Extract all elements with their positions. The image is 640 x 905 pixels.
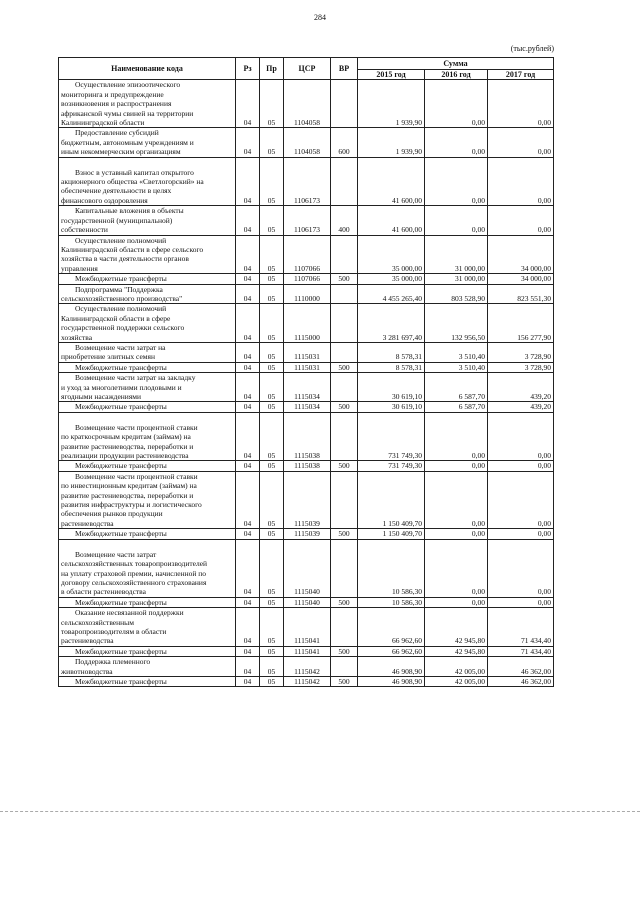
row-csr: 1115041 (284, 646, 331, 656)
row-sum-2015: 30 619,10 (358, 373, 425, 402)
row-spacer (61, 158, 233, 168)
row-name-line: сельскохозяйственного производства" (61, 293, 183, 303)
row-vr: 500 (331, 676, 358, 686)
header-2015: 2015 год (358, 70, 425, 80)
row-name-line: Калининградской области в сфере сельского (61, 244, 204, 254)
row-csr: 1115039 (284, 471, 331, 528)
header-sum: Сумма (358, 58, 554, 70)
row-sum-2017: 0,00 (488, 206, 554, 235)
row-name (59, 342, 236, 362)
row-name-line: по инвестиционным кредитам (займам) на (61, 481, 197, 491)
row-rz: 04 (236, 412, 260, 461)
row-vr (331, 471, 358, 528)
row-rz: 04 (236, 342, 260, 362)
row-name (59, 362, 236, 372)
row-pr: 05 (260, 362, 284, 372)
row-rz: 04 (236, 362, 260, 372)
row-name-line: Межбюджетные трансферты (75, 597, 167, 607)
row-rz: 04 (236, 461, 260, 471)
row-vr (331, 284, 358, 304)
row-vr (331, 235, 358, 274)
table-row (59, 284, 554, 304)
row-sum-2015: 10 586,30 (358, 597, 425, 607)
row-pr: 05 (260, 529, 284, 539)
row-pr: 05 (260, 676, 284, 686)
row-name-lines (61, 128, 233, 156)
budget-table (58, 57, 554, 687)
row-name-lines (61, 608, 233, 646)
table-row (59, 128, 554, 157)
row-name-line: Межбюджетные трансферты (75, 402, 167, 412)
row-name-line: Капитальные вложения в объекты (75, 206, 184, 216)
table-row (59, 529, 554, 539)
row-name-lines (61, 598, 233, 607)
row-name (59, 539, 236, 597)
row-name-line: хозяйства (61, 332, 93, 342)
row-name-lines (61, 304, 233, 342)
table-row (59, 676, 554, 686)
row-name (59, 529, 236, 539)
row-csr: 1115034 (284, 402, 331, 412)
row-csr: 1115031 (284, 342, 331, 362)
row-sum-2016: 0,00 (425, 529, 488, 539)
row-name-line: государственной (муниципальной) (61, 215, 173, 225)
header-rz: Рз (236, 58, 260, 80)
row-spacer (61, 413, 233, 423)
table-row (59, 80, 554, 128)
row-csr: 1115039 (284, 529, 331, 539)
row-name-lines (61, 236, 233, 274)
row-sum-2017: 46 362,00 (488, 657, 554, 677)
table-row (59, 342, 554, 362)
table-row (59, 657, 554, 677)
row-vr: 500 (331, 529, 358, 539)
row-sum-2016: 3 510,40 (425, 362, 488, 372)
row-sum-2015: 35 000,00 (358, 274, 425, 284)
row-sum-2016: 0,00 (425, 597, 488, 607)
row-csr: 1104058 (284, 128, 331, 157)
row-sum-2016: 31 000,00 (425, 235, 488, 274)
row-name-line: государственной поддержки сельского (61, 323, 185, 333)
row-vr (331, 539, 358, 597)
row-sum-2015: 30 619,10 (358, 402, 425, 412)
header-2016: 2016 год (425, 70, 488, 80)
row-name (59, 373, 236, 402)
row-vr: 500 (331, 597, 358, 607)
row-name-lines (61, 647, 233, 656)
row-name-lines (61, 472, 233, 528)
row-vr: 500 (331, 402, 358, 412)
row-vr (331, 342, 358, 362)
row-vr: 400 (331, 206, 358, 235)
row-csr: 1115034 (284, 373, 331, 402)
row-sum-2017: 0,00 (488, 128, 554, 157)
row-name-line: Оказание несвязанной поддержки (75, 608, 184, 618)
row-csr: 1107066 (284, 235, 331, 274)
table-row (59, 646, 554, 656)
row-sum-2015: 3 281 697,40 (358, 304, 425, 343)
row-pr: 05 (260, 646, 284, 656)
row-sum-2016: 42 005,00 (425, 657, 488, 677)
row-sum-2015: 41 600,00 (358, 157, 425, 206)
row-name-line: Возмещение части процентной ставки (75, 422, 198, 432)
row-sum-2017: 71 434,40 (488, 608, 554, 647)
row-rz: 04 (236, 304, 260, 343)
row-csr: 1115040 (284, 597, 331, 607)
row-name-line: приобретение элитных семян (61, 352, 156, 362)
row-name-line: обеспечения рынков продукции (61, 509, 163, 519)
row-name-line: развития инфраструктуры и логистического (61, 500, 202, 510)
row-name-line: Взнос в уставный капитал открытого (75, 167, 194, 177)
row-sum-2017: 156 277,90 (488, 304, 554, 343)
row-name-line: сельскохозяйственных товаропроизводителей (61, 559, 208, 569)
row-pr: 05 (260, 608, 284, 647)
row-rz: 04 (236, 608, 260, 647)
row-name-line: Осуществление полномочий (75, 235, 167, 245)
row-name-line: Возмещение части затрат на (75, 342, 166, 352)
row-sum-2017: 0,00 (488, 412, 554, 461)
row-name-line: иным некоммерческим организациям (61, 147, 181, 157)
row-name-line: Калининградской области (61, 118, 145, 128)
row-name (59, 128, 236, 157)
row-name-line: африканской чумы свиней на территории (61, 108, 194, 118)
row-name-line: договору сельскохозяйственного страхования (61, 577, 207, 587)
row-sum-2016: 0,00 (425, 471, 488, 528)
row-name (59, 471, 236, 528)
row-pr: 05 (260, 304, 284, 343)
row-sum-2017: 34 000,00 (488, 235, 554, 274)
row-name-line: Осуществление эпизоотического (75, 80, 181, 90)
row-vr: 500 (331, 646, 358, 656)
row-sum-2016: 0,00 (425, 157, 488, 206)
row-sum-2017: 71 434,40 (488, 646, 554, 656)
row-name-line: Подпрограмма "Поддержка (75, 284, 163, 294)
row-sum-2017: 0,00 (488, 157, 554, 206)
header-pr: Пр (260, 58, 284, 80)
row-name-line: Возмещение части процентной ставки (75, 471, 198, 481)
row-name-line: животноводства (61, 666, 113, 676)
row-vr: 600 (331, 128, 358, 157)
row-vr (331, 157, 358, 206)
row-name (59, 80, 236, 128)
row-sum-2015: 8 578,31 (358, 342, 425, 362)
row-sum-2017: 0,00 (488, 597, 554, 607)
row-name-lines (61, 550, 233, 597)
table-row (59, 461, 554, 471)
header-csr: ЦСР (284, 58, 331, 80)
row-name-line: реализации продукции растениеводства (61, 451, 189, 461)
row-name-line: Межбюджетные трансферты (75, 646, 167, 656)
row-name-line: развитие растениеводства, переработки и (61, 441, 194, 451)
row-rz: 04 (236, 402, 260, 412)
row-sum-2016: 803 528,90 (425, 284, 488, 304)
row-name (59, 157, 236, 206)
row-rz: 04 (236, 676, 260, 686)
row-name-lines (61, 423, 233, 461)
row-rz: 04 (236, 206, 260, 235)
row-sum-2017: 34 000,00 (488, 274, 554, 284)
row-rz: 04 (236, 471, 260, 528)
row-csr: 1106173 (284, 206, 331, 235)
row-name (59, 304, 236, 343)
table-row (59, 412, 554, 461)
row-sum-2017: 3 728,90 (488, 342, 554, 362)
row-sum-2015: 1 939,90 (358, 128, 425, 157)
row-name-line: Возмещение части затрат (75, 549, 157, 559)
row-csr: 1115042 (284, 676, 331, 686)
row-sum-2015: 1 150 409,70 (358, 529, 425, 539)
row-vr (331, 657, 358, 677)
row-sum-2016: 31 000,00 (425, 274, 488, 284)
row-sum-2015: 731 749,30 (358, 461, 425, 471)
row-name-line: Возмещение части затрат на закладку (75, 373, 196, 383)
row-pr: 05 (260, 412, 284, 461)
table-row (59, 597, 554, 607)
table-row (59, 304, 554, 343)
header-vr: ВР (331, 58, 358, 80)
row-sum-2017: 0,00 (488, 471, 554, 528)
row-name-lines (61, 363, 233, 372)
row-name-line: Межбюджетные трансферты (75, 529, 167, 539)
row-sum-2017: 0,00 (488, 539, 554, 597)
row-rz: 04 (236, 235, 260, 274)
row-csr: 1115041 (284, 608, 331, 647)
row-sum-2017: 823 551,30 (488, 284, 554, 304)
row-vr (331, 412, 358, 461)
row-name-lines (61, 657, 233, 676)
table-row (59, 471, 554, 528)
row-name-line: ягодными насаждениями (61, 392, 142, 401)
row-name-line: Поддержка племенного (75, 657, 151, 667)
row-name-line: управления (61, 263, 98, 273)
row-sum-2016: 0,00 (425, 412, 488, 461)
row-csr: 1115000 (284, 304, 331, 343)
row-pr: 05 (260, 206, 284, 235)
row-name-line: и уход за многолетними плодовыми и (61, 382, 182, 392)
row-sum-2017: 0,00 (488, 461, 554, 471)
table-row (59, 157, 554, 206)
row-name-line: Предоставление субсидий (75, 128, 159, 138)
row-name-line: Межбюджетные трансферты (75, 362, 167, 372)
table-row (59, 362, 554, 372)
row-rz: 04 (236, 157, 260, 206)
row-rz: 04 (236, 646, 260, 656)
row-sum-2015: 35 000,00 (358, 235, 425, 274)
row-name-line: Осуществление полномочий (75, 304, 167, 314)
row-name-line: сельскохозяйственным (61, 617, 134, 627)
row-name-line: в области растениеводства (61, 587, 146, 597)
row-rz: 04 (236, 80, 260, 128)
row-name (59, 206, 236, 235)
row-name (59, 412, 236, 461)
row-sum-2016: 6 587,70 (425, 402, 488, 412)
row-sum-2017: 0,00 (488, 529, 554, 539)
row-sum-2016: 0,00 (425, 461, 488, 471)
row-sum-2015: 8 578,31 (358, 362, 425, 372)
row-pr: 05 (260, 539, 284, 597)
row-name (59, 646, 236, 656)
row-sum-2017: 439,20 (488, 402, 554, 412)
row-sum-2015: 4 455 265,40 (358, 284, 425, 304)
row-name (59, 608, 236, 647)
row-pr: 05 (260, 284, 284, 304)
units-label: (тыс.рублей) (510, 44, 554, 53)
row-sum-2015: 46 908,90 (358, 657, 425, 677)
row-name (59, 676, 236, 686)
row-pr: 05 (260, 342, 284, 362)
row-sum-2016: 42 945,80 (425, 646, 488, 656)
row-csr: 1115031 (284, 362, 331, 372)
row-name-line: собственности (61, 225, 108, 235)
row-vr (331, 304, 358, 343)
row-name-line: товаропроизводителям в области (61, 626, 167, 636)
row-sum-2015: 66 962,60 (358, 646, 425, 656)
row-vr (331, 80, 358, 128)
row-sum-2016: 42 945,80 (425, 608, 488, 647)
row-sum-2015: 66 962,60 (358, 608, 425, 647)
row-name (59, 274, 236, 284)
row-vr: 500 (331, 362, 358, 372)
row-csr: 1115038 (284, 461, 331, 471)
row-name-lines (61, 461, 233, 470)
row-name-line: возникновения и распространения (61, 99, 172, 109)
row-pr: 05 (260, 235, 284, 274)
row-sum-2015: 731 749,30 (358, 412, 425, 461)
row-sum-2016: 3 510,40 (425, 342, 488, 362)
row-csr: 1104058 (284, 80, 331, 128)
row-name-line: мониторинга и предупреждение (61, 89, 164, 99)
table-row (59, 373, 554, 402)
row-rz: 04 (236, 373, 260, 402)
row-rz: 04 (236, 657, 260, 677)
row-sum-2016: 0,00 (425, 80, 488, 128)
row-name-lines (61, 285, 233, 304)
row-sum-2016: 6 587,70 (425, 373, 488, 402)
row-sum-2016: 0,00 (425, 206, 488, 235)
row-name-line: Калининградской области в сфере (61, 313, 171, 323)
row-pr: 05 (260, 471, 284, 528)
row-name (59, 597, 236, 607)
row-sum-2015: 46 908,90 (358, 676, 425, 686)
row-csr: 1115040 (284, 539, 331, 597)
header-2017: 2017 год (488, 70, 554, 80)
table-row (59, 539, 554, 597)
row-csr: 1107066 (284, 274, 331, 284)
row-pr: 05 (260, 373, 284, 402)
row-pr: 05 (260, 402, 284, 412)
row-sum-2017: 0,00 (488, 80, 554, 128)
row-name (59, 461, 236, 471)
row-name-line: финансового оздоровления (61, 195, 148, 205)
row-sum-2015: 10 586,30 (358, 539, 425, 597)
row-name-line: Межбюджетные трансферты (75, 274, 167, 284)
row-sum-2017: 439,20 (488, 373, 554, 402)
row-pr: 05 (260, 461, 284, 471)
row-name-line: акционерного общества «Светлогорский» на (61, 177, 204, 187)
row-name-lines (61, 677, 233, 686)
row-name (59, 402, 236, 412)
row-sum-2016: 0,00 (425, 539, 488, 597)
header-name: Наименование кода (59, 58, 236, 80)
row-name-lines (61, 373, 233, 401)
row-name-line: бюджетным, автономным учреждениям и (61, 137, 194, 147)
table-row (59, 274, 554, 284)
table-header (59, 58, 554, 80)
row-spacer (61, 540, 233, 550)
row-name-line: Межбюджетные трансферты (75, 461, 167, 471)
row-vr: 500 (331, 461, 358, 471)
table-body (59, 80, 554, 687)
row-name-line: на уплату страховой премии, начисленной по (61, 568, 207, 578)
row-name (59, 284, 236, 304)
row-pr: 05 (260, 597, 284, 607)
row-rz: 04 (236, 539, 260, 597)
row-name-line: по краткосрочным кредитам (займам) на (61, 432, 191, 442)
row-sum-2017: 3 728,90 (488, 362, 554, 372)
row-name (59, 235, 236, 274)
row-sum-2017: 46 362,00 (488, 676, 554, 686)
row-rz: 04 (236, 597, 260, 607)
row-sum-2016: 132 956,50 (425, 304, 488, 343)
row-csr: 1115042 (284, 657, 331, 677)
row-rz: 04 (236, 284, 260, 304)
row-csr: 1106173 (284, 157, 331, 206)
row-sum-2015: 41 600,00 (358, 206, 425, 235)
row-name-line: хозяйства в части деятельности органов (61, 254, 189, 264)
row-name-line: обеспечение деятельности в целях (61, 186, 172, 196)
row-name-lines (61, 206, 233, 234)
row-vr (331, 608, 358, 647)
row-pr: 05 (260, 128, 284, 157)
row-rz: 04 (236, 529, 260, 539)
row-sum-2016: 42 005,00 (425, 676, 488, 686)
table-row (59, 206, 554, 235)
table-row (59, 402, 554, 412)
row-sum-2016: 0,00 (425, 128, 488, 157)
row-name-lines (61, 168, 233, 206)
row-name-lines (61, 343, 233, 362)
row-name (59, 657, 236, 677)
row-vr: 500 (331, 274, 358, 284)
row-name-line: развитие растениеводства, переработки и (61, 490, 194, 500)
row-name-lines (61, 402, 233, 411)
row-name-lines (61, 274, 233, 283)
row-vr (331, 373, 358, 402)
row-pr: 05 (260, 274, 284, 284)
row-csr: 1110000 (284, 284, 331, 304)
row-pr: 05 (260, 657, 284, 677)
row-sum-2015: 1 150 409,70 (358, 471, 425, 528)
scan-edge-divider (0, 811, 640, 812)
row-name-line: растениеводства (61, 518, 114, 528)
row-name-line: растениеводства (61, 636, 114, 646)
row-csr: 1115038 (284, 412, 331, 461)
table-row (59, 235, 554, 274)
table-row (59, 608, 554, 647)
row-sum-2015: 1 939,90 (358, 80, 425, 128)
row-pr: 05 (260, 80, 284, 128)
row-name-line: Межбюджетные трансферты (75, 676, 167, 686)
row-rz: 04 (236, 274, 260, 284)
row-rz: 04 (236, 128, 260, 157)
row-name-lines (61, 529, 233, 538)
row-pr: 05 (260, 157, 284, 206)
row-name-lines (61, 80, 233, 127)
page-number: 284 (314, 13, 326, 22)
